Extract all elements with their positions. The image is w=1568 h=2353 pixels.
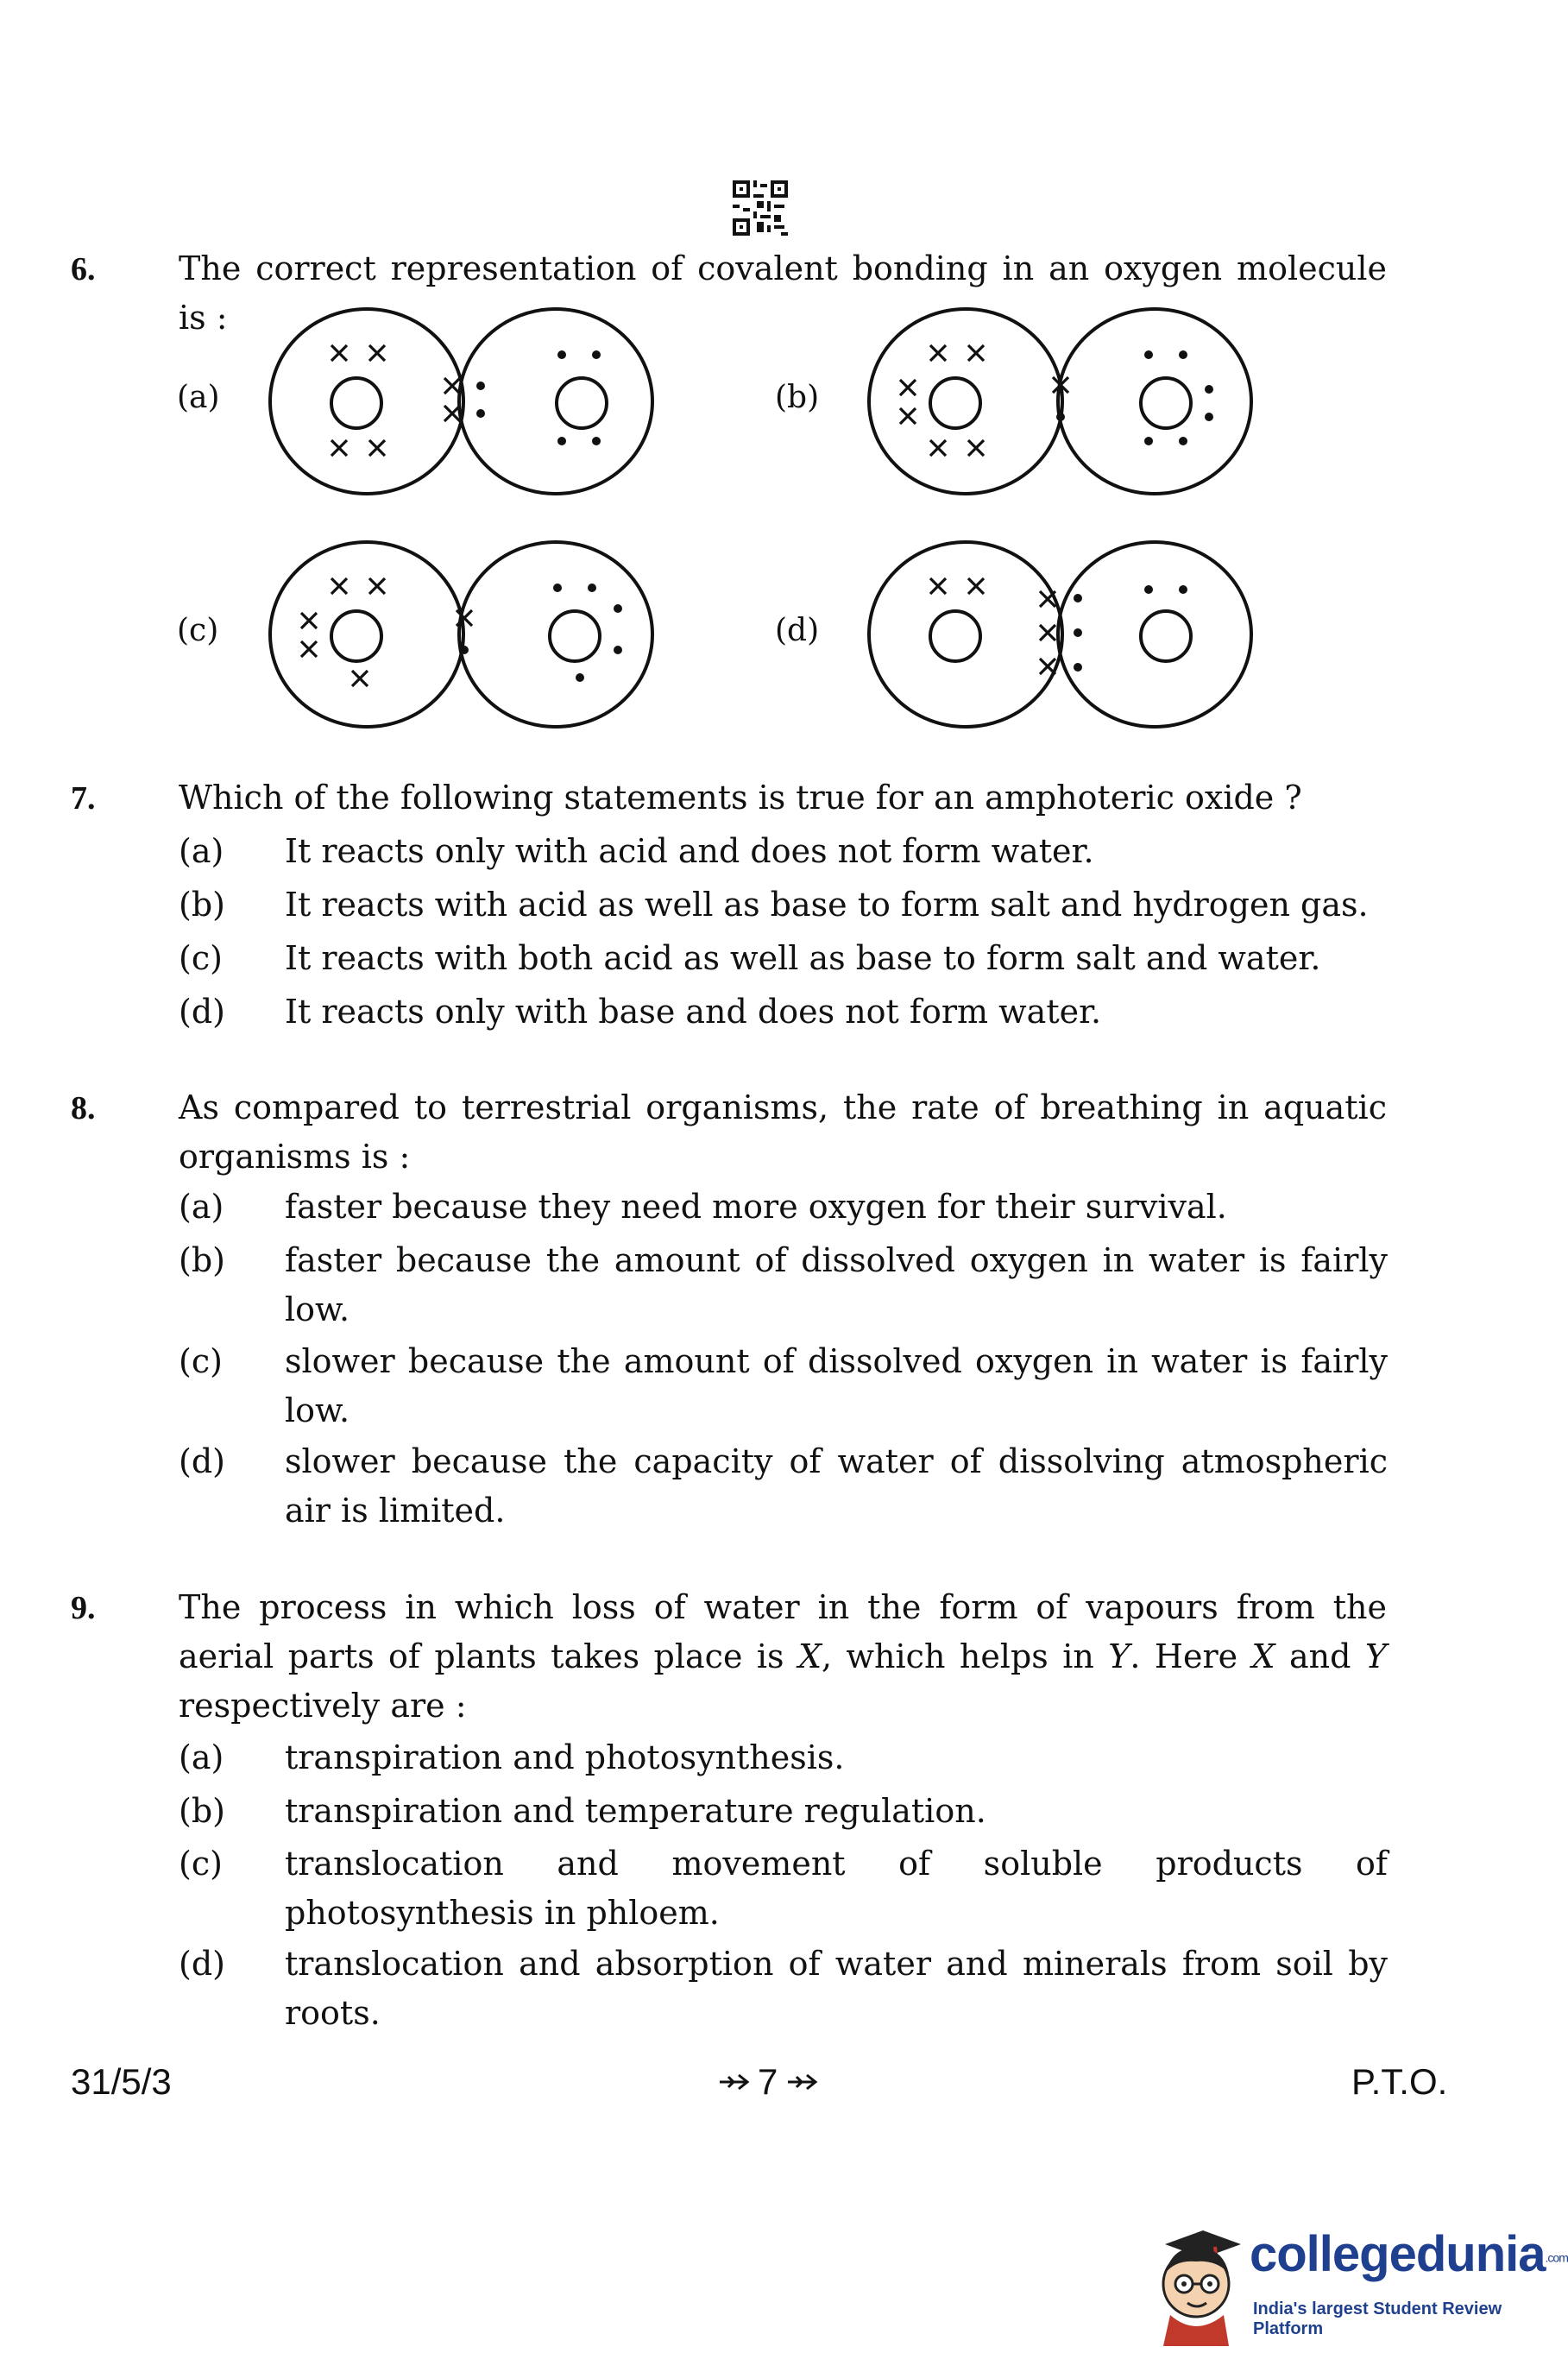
paper-code: 31/5/3 — [71, 2061, 172, 2102]
diagram-label-b: (b) — [775, 380, 820, 415]
question-7-text: Which of the following statements is true for an amphoteric oxide ? — [179, 779, 1302, 817]
logo-brand-name: collegedunia.com — [1250, 2226, 1568, 2282]
q8-option-a-text: faster because they need more oxygen for their survival. — [285, 1188, 1227, 1226]
diagram-label-c: (c) — [177, 613, 219, 648]
q7-option-d-label: (d) — [179, 993, 225, 1031]
page-number-group — [718, 2061, 817, 2103]
pto-label: P.T.O. — [1351, 2061, 1448, 2102]
q9-option-d-text: translocation and absorption of water and minerals from soil by roots. — [285, 1945, 1388, 2032]
q8-option-a-label: (a) — [179, 1188, 224, 1226]
logo-tagline: India's largest Student Review Platform — [1253, 2299, 1502, 2338]
q9-option-b-label: (b) — [179, 1792, 225, 1830]
q7-option-c-label: (c) — [179, 939, 223, 977]
collegedunia-watermark — [1148, 2225, 1568, 2346]
ornament-right-icon — [786, 2072, 817, 2091]
q8-option-b-label: (b) — [179, 1241, 225, 1279]
q9-option-a-label: (a) — [179, 1738, 224, 1776]
ornament-left-icon — [718, 2072, 749, 2091]
qr-code-icon — [733, 180, 788, 236]
question-8-number: 8. — [71, 1090, 96, 1126]
q9-option-b-text: transpiration and temperature regulation. — [285, 1792, 986, 1830]
question-7-number: 7. — [71, 780, 96, 817]
question-8-text: As compared to terrestrial organisms, the rate of breathing in aquatic organisms is : — [179, 1088, 1387, 1176]
diagram-label-a: (a) — [177, 380, 220, 415]
q9-option-d-label: (d) — [179, 1945, 225, 1983]
oxygen-bond-diagram-d — [866, 539, 1263, 729]
q7-option-a-label: (a) — [179, 832, 224, 870]
page-number: 7 — [758, 2061, 778, 2102]
q8-option-d-label: (d) — [179, 1442, 225, 1480]
q7-option-c-text: It reacts with both acid as well as base to form salt and water. — [285, 939, 1321, 977]
q7-option-b-text: It reacts with acid as well as base to form salt and hydrogen gas. — [285, 886, 1369, 924]
oxygen-bond-diagram-c — [268, 539, 664, 729]
question-6-number: 6. — [71, 251, 96, 287]
oxygen-bond-diagram-b — [866, 306, 1263, 496]
q7-option-d-text: It reacts only with base and does not form water. — [285, 993, 1102, 1031]
oxygen-bond-diagram-a — [268, 306, 664, 496]
q9-option-c-label: (c) — [179, 1845, 223, 1883]
question-9-number: 9. — [71, 1590, 96, 1626]
q9-option-a-text: transpiration and photosynthesis. — [285, 1738, 845, 1776]
q7-option-a-text: It reacts only with acid and does not form water. — [285, 832, 1094, 870]
q8-option-d-text: slower because the capacity of water of dissolving atmospheric air is limited. — [285, 1442, 1388, 1530]
q8-option-c-text: slower because the amount of dissolved oxygen in water is fairly low. — [285, 1342, 1388, 1429]
q7-option-b-label: (b) — [179, 886, 225, 924]
q8-option-c-label: (c) — [179, 1342, 223, 1380]
question-6-text: The correct representation of covalent bonding in an oxygen molecule is : — [179, 249, 1387, 337]
q8-option-b-text: faster because the amount of dissolved oxygen in water is fairly low. — [285, 1241, 1388, 1328]
student-mascot-icon — [1148, 2225, 1244, 2346]
q9-option-c-text: translocation and movement of soluble products of photosynthesis in phloem. — [285, 1845, 1388, 1932]
question-9-text: The process in which loss of water in the form of vapours from the aerial parts of plants takes place is X, which helps in Y. Here X and Y respectively are : — [179, 1588, 1387, 1725]
diagram-label-d: (d) — [775, 613, 820, 648]
